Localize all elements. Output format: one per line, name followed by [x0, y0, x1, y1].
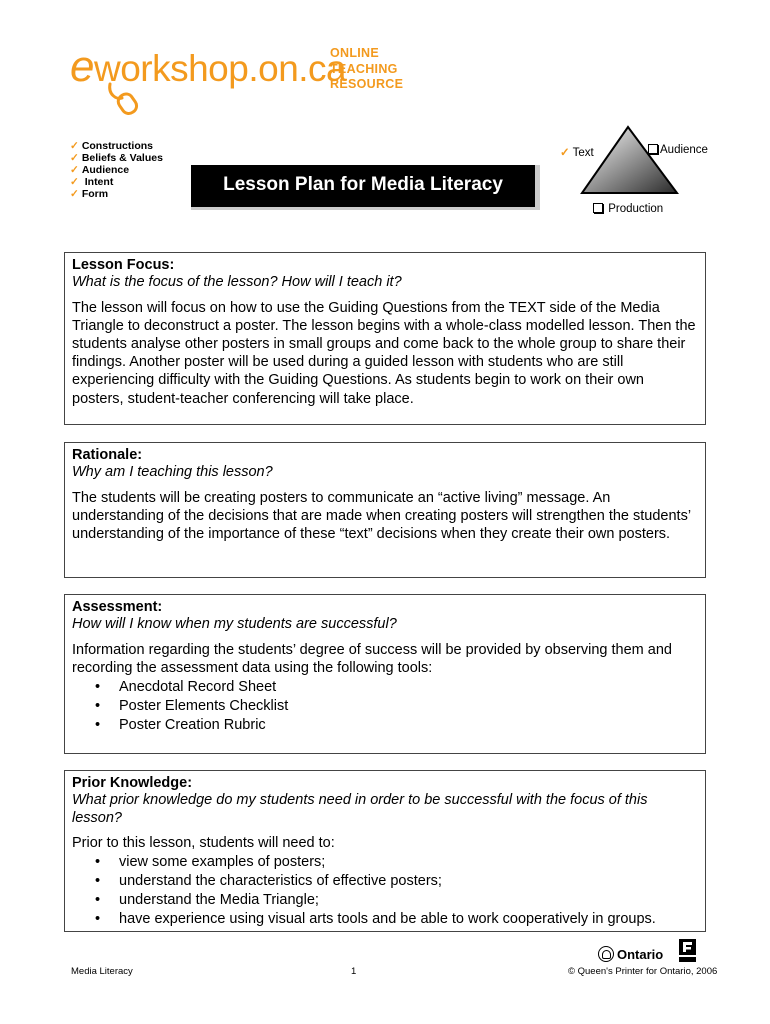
lesson-focus-section [64, 252, 706, 425]
checkmark-icon: ✓ [70, 164, 79, 176]
section-body: The lesson will focus on how to use the Guiding Questions from the TEXT side of the Media Triangle to deconstruct a poster. The lesson begins with a whole-class modelled lesson. Then the students analyse other posters in small groups and come back to the whole group to share their findings. Another poster will be used during a guided lesson with students who are still experiencing difficulty with the Guiding Questions. As students begin to work on their own posters, student-teacher conferencing will take place. [72, 299, 696, 407]
checkmark-icon: ✓ [70, 176, 79, 188]
list-item: • Anecdotal Record Sheet [72, 678, 697, 697]
checkbox-icon [648, 144, 658, 154]
checkmark-icon: ✓ [70, 188, 79, 200]
footer-title: Media Literacy [71, 966, 133, 977]
prior-knowledge-section [64, 770, 706, 932]
title-banner [191, 165, 540, 210]
checkbox-icon [593, 203, 603, 213]
list-item: • Poster Creation Rubric [72, 716, 697, 735]
checklist-label: Beliefs & Values [81, 152, 163, 164]
tfo-logo-icon [679, 939, 696, 962]
trillium-icon [598, 946, 614, 962]
tagline-line: TEACHING [330, 61, 398, 76]
logo-text: workshop.on.ca [93, 48, 347, 89]
ontario-logo [598, 946, 663, 962]
page-number: 1 [351, 966, 357, 977]
triangle-text-value: Text [572, 147, 594, 159]
checklist-item [70, 140, 163, 152]
checkmark-icon: ✓ [560, 147, 570, 159]
triangle-production-value: Production [608, 203, 664, 215]
logo-e: e [70, 42, 94, 91]
triangle-text-label [560, 145, 594, 159]
eworkshop-logo [70, 40, 410, 115]
checklist-label: Intent [84, 176, 114, 188]
prior-knowledge-list [72, 853, 697, 929]
checklist-label: Audience [81, 164, 130, 176]
checklist-item [70, 152, 163, 164]
section-heading: Assessment: [72, 599, 163, 615]
section-question: How will I know when my students are successful? [72, 616, 397, 632]
checklist-label: Constructions [81, 140, 153, 152]
list-item: • Poster Elements Checklist [72, 697, 697, 716]
triangle-production-label [593, 203, 663, 215]
section-body: The students will be creating posters to communicate an “active living” message. An understanding of the decisions that are made when creating posters will strengthen the students’ understanding of the importance of these “text” decisions when they create their own posters. [72, 489, 691, 542]
list-item: • have experience using visual arts tools and be able to work cooperatively in groups. [72, 910, 697, 929]
ontario-text: Ontario [617, 947, 664, 962]
triangle-audience-label [648, 144, 708, 156]
section-question: What is the focus of the lesson? How will I teach it? [72, 274, 402, 290]
list-item: • understand the characteristics of effective posters; [72, 872, 697, 891]
section-body: Information regarding the students’ degree of success will be provided by observing them and recording the assessment data using the following tools: [72, 641, 672, 676]
list-item: • view some examples of posters; [72, 853, 697, 872]
mouse-icon [106, 82, 146, 116]
section-heading: Rationale: [72, 447, 143, 463]
checklist-item [70, 164, 163, 176]
tagline-line: ONLINE [330, 46, 380, 60]
section-question: What prior knowledge do my students need in order to be successful with the focus of this lesson? [72, 792, 648, 826]
checkmark-icon: ✓ [70, 152, 79, 164]
assessment-tools-list [72, 678, 697, 735]
section-heading: Prior Knowledge: [72, 775, 193, 791]
checklist-label: Form [81, 188, 109, 200]
checkmark-icon: ✓ [70, 140, 79, 152]
section-body: Prior to this lesson, students will need to: [72, 835, 335, 851]
logo-tagline [330, 46, 403, 93]
list-item: • understand the Media Triangle; [72, 891, 697, 910]
rationale-section [64, 442, 706, 578]
media-triangle-icon [580, 125, 680, 197]
checklist-item [70, 188, 163, 200]
section-heading: Lesson Focus: [72, 257, 175, 273]
tagline-line: RESOURCE [330, 77, 404, 91]
page-title: Lesson Plan for Media Literacy [223, 174, 503, 195]
triangle-audience-value: Audience [660, 144, 708, 156]
media-concepts-checklist [70, 140, 163, 200]
assessment-section [64, 594, 706, 754]
section-question: Why am I teaching this lesson? [72, 464, 273, 480]
copyright: © Queen's Printer for Ontario, 2006 [568, 966, 718, 977]
checklist-item [70, 176, 163, 188]
